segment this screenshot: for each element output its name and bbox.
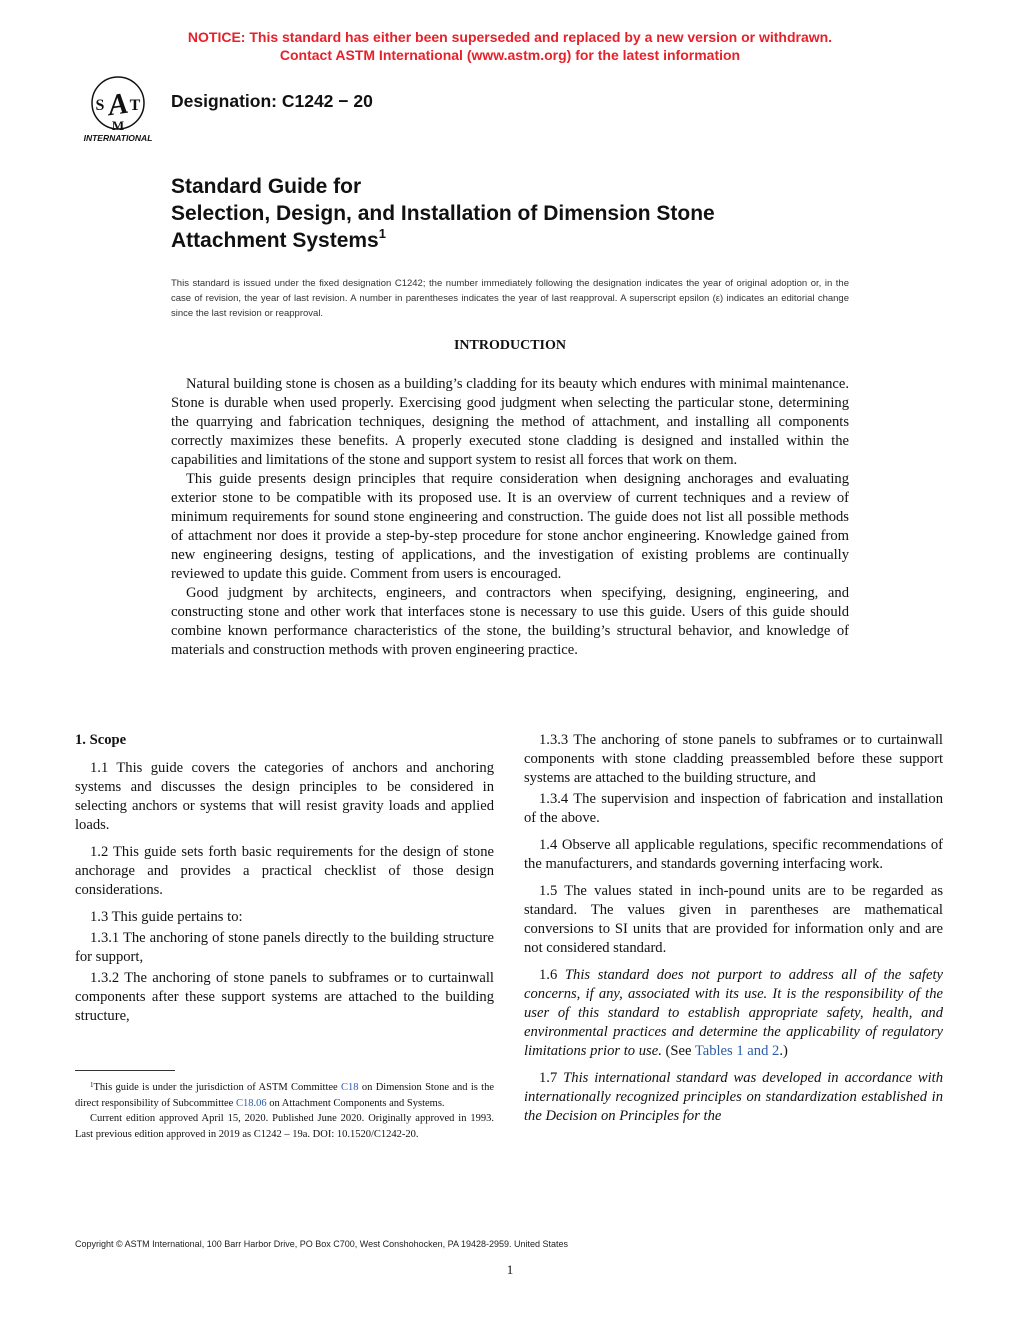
subcommittee-c18-06-link[interactable]: C18.06	[235, 1097, 267, 1109]
tables-link[interactable]: Tables 1 and 2	[694, 1043, 780, 1059]
section-1-6: 1.6 This standard does not purport to address all of the safety concerns, if any, associated with its use. It is the responsibility of the user of this standard to establish appropriate safety, health, and environmental practices and determine the applicability of regulatory limitations prior to use. (See Tables 1 and 2.)	[524, 967, 943, 1059]
page-number: 1	[506, 1262, 514, 1277]
left-column	[75, 731, 494, 1034]
copyright: Copyright © ASTM International, 100 Barr Harbor Drive, PO Box C700, West Conshohocken, PA 19428-2959. United States	[75, 1239, 569, 1249]
section-1-3-1: 1.3.1 The anchoring of stone panels directly to the building structure for support,	[75, 930, 494, 965]
section-1-2: 1.2 This guide sets forth basic requirements for the design of stone anchorage and provides a practical checklist of those design considerations.	[75, 844, 494, 898]
section-1-3: 1.3 This guide pertains to:	[90, 909, 243, 925]
intro-paragraph: Good judgment by architects, engineers, and contractors when specifying, designing, engineering, and constructing stone and other work that interfaces stone is necessary to use this guide. Users of this guide should combine known performance characteristics of the stone, the building’s structural behavior, and knowledge of materials and construction methods with proven engineering practice.	[171, 585, 849, 658]
right-column	[524, 731, 943, 1134]
footnotes	[75, 1080, 494, 1142]
intro-paragraph: Natural building stone is chosen as a building’s cladding for its beauty which endures with minimal maintenance. Stone is durable when used properly. Exercising good judgment when selecting the particular stone, determining the quarrying and fabrication techniques, designing the method of attachment, and installing all components correctly maximizes these benefits. A properly executed stone cladding is designed and installed within the capabilities and limitations of the stone and support system to resist all forces that work on them.	[171, 376, 849, 468]
section-1-5: 1.5 The values stated in inch-pound units are to be regarded as standard. The values given in parentheses are mathematical conversions to SI units that are provided for information only and are not considered standard.	[524, 883, 943, 956]
title-line-1: Standard Guide for	[171, 175, 362, 198]
notice-line-1: NOTICE: This standard has either been superseded and replaced by a new version or withdrawn.	[187, 29, 833, 45]
document-title	[171, 173, 715, 254]
section-1-3-2: 1.3.2 The anchoring of stone panels to subframes or to curtainwall components after these support systems are attached to the building structure,	[75, 970, 494, 1024]
committee-c18-link[interactable]: C18	[341, 1082, 359, 1093]
title-line-3: Attachment Systems$^1$	[171, 226, 386, 252]
svg-text:A: A	[106, 86, 131, 123]
section-1-1: 1.1 This guide covers the categories of anchors and anchoring systems and discusses the design principles to be considered in selecting anchors or systems that will resist gravity loads and applied loads.	[75, 760, 494, 833]
introduction-heading: INTRODUCTION	[453, 338, 566, 353]
section-1-4: 1.4 Observe all applicable regulations, specific recommendations of the manufacturers, and standards governing interfacing work.	[524, 837, 943, 872]
svg-text:M: M	[111, 118, 125, 133]
scope-heading: 1. Scope	[75, 732, 127, 748]
svg-text:T: T	[129, 97, 141, 114]
svg-text:S: S	[95, 97, 105, 114]
notice-line-2: Contact ASTM International (www.astm.org) for the latest information	[279, 47, 741, 63]
footnote-edition: Current edition approved April 15, 2020. Published June 2020. Originally approved in 1993. Last previous edition approved in 2019 as C1242 – 19a. DOI: 10.1520/C1242-20.	[75, 1113, 494, 1140]
designation: Designation: C1242 − 20	[171, 91, 373, 111]
section-1-3-4: 1.3.4 The supervision and inspection of fabrication and installation of the above.	[524, 791, 943, 826]
section-1-3-3: 1.3.3 The anchoring of stone panels to subframes or to curtainwall components with stone cladding preassembled before these support systems are attached to the building structure, and	[524, 732, 943, 786]
title-line-2: Selection, Design, and Installation of Dimension Stone	[171, 202, 715, 225]
introduction-body	[171, 375, 849, 660]
section-1-7: 1.7 This international standard was developed in accordance with internationally recognized principles on standardization established in the Decision on Principles for the	[524, 1070, 944, 1124]
astm-logo-mark	[72, 70, 164, 145]
intro-paragraph: This guide presents design principles that require consideration when designing anchorages and evaluating exterior stone to be compatible with its proposed use. It is an overview of current techniques and a review of minimum requirements for sound stone engineering and construction. The guide does not list all possible methods of attachment nor does it provide a step-by-step procedure for stone anchor engineering. Knowledge gained from new engineering designs, testing of applications, and the investigation of existing problems are continually reviewed to update this guide. Comment from users is encouraged.	[171, 471, 849, 582]
footnote-1: $^1$This guide is under the jurisdiction of ASTM Committee C18 on Dimension Stone and is the direct responsibility of Subcommittee C18.06 on Attachment Components and Systems.	[75, 1081, 494, 1109]
logo-subtext: INTERNATIONAL	[83, 133, 153, 143]
footnote-divider	[75, 1070, 175, 1071]
title-footnote-mark[interactable]: 1	[378, 226, 386, 241]
astm-logo	[72, 70, 164, 145]
issued-note: This standard is issued under the fixed designation C1242; the number immediately following the designation indicates the year of original adoption or, in the case of revision, the year of last revision. A number in parentheses indicates the year of last reapproval. A superscript epsilon (ε) indicates an editorial change since the last revision or reapproval.	[171, 278, 849, 319]
withdrawal-notice	[60, 28, 960, 64]
